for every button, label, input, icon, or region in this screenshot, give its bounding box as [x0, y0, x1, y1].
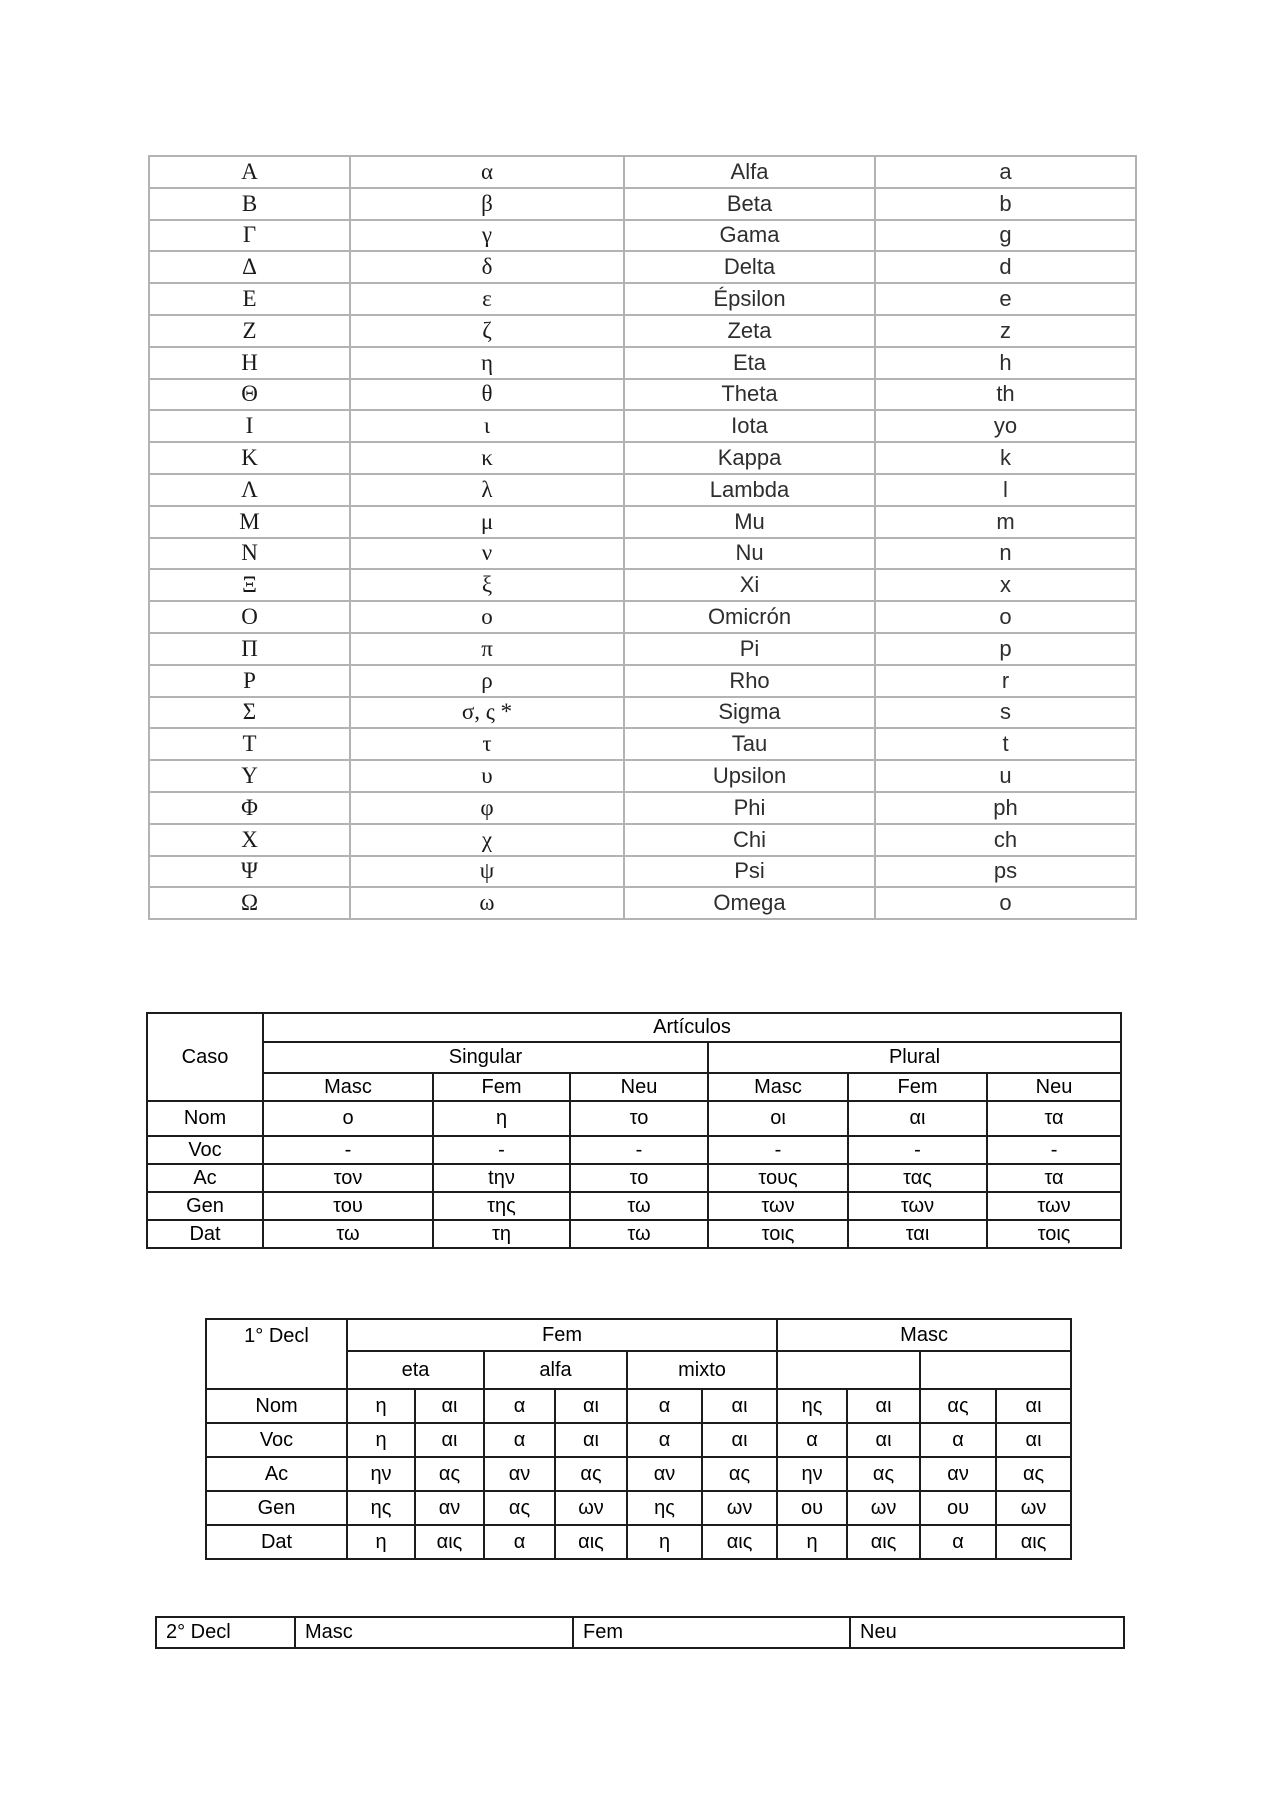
letter-translit: b [875, 188, 1136, 220]
table-row [149, 665, 1136, 697]
letter-translit: n [875, 538, 1136, 570]
letter-name: Épsilon [624, 283, 875, 315]
article-cell: τα [987, 1101, 1121, 1136]
lowercase-letter: κ [350, 442, 624, 474]
letter-translit: r [875, 665, 1136, 697]
table-row [149, 697, 1136, 729]
lowercase-letter: ι [350, 410, 624, 442]
uppercase-letter: Η [149, 347, 350, 379]
table-row [206, 1525, 1071, 1559]
case-label: Gen [147, 1192, 263, 1220]
letter-translit: l [875, 474, 1136, 506]
singular-header: Singular [263, 1042, 708, 1073]
table-row [149, 506, 1136, 538]
letter-translit: t [875, 728, 1136, 760]
table-row [149, 538, 1136, 570]
article-cell: tην [433, 1164, 570, 1192]
table-row [149, 347, 1136, 379]
article-cell: τοις [987, 1220, 1121, 1248]
declension-title: 1° Decl [206, 1319, 347, 1389]
ending-cell: ην [347, 1457, 415, 1491]
uppercase-letter: Ζ [149, 315, 350, 347]
lowercase-letter: μ [350, 506, 624, 538]
gender-header: Fem [848, 1073, 987, 1101]
lowercase-letter: α [350, 156, 624, 188]
ending-cell: ης [777, 1389, 847, 1423]
ending-cell: α [484, 1423, 555, 1457]
article-cell: - [848, 1136, 987, 1164]
ending-cell: η [627, 1525, 702, 1559]
letter-name: Iota [624, 410, 875, 442]
empty-header-cell [777, 1351, 920, 1389]
table-row [149, 569, 1136, 601]
first-declension-table [205, 1318, 1072, 1560]
masc-header: Masc [295, 1617, 573, 1648]
subtype-header: alfa [484, 1351, 627, 1389]
article-cell: τους [708, 1164, 848, 1192]
ending-cell: α [484, 1389, 555, 1423]
lowercase-letter: φ [350, 792, 624, 824]
ending-cell: αν [415, 1491, 484, 1525]
lowercase-letter: χ [350, 824, 624, 856]
table-row [149, 283, 1136, 315]
table-row [206, 1319, 1071, 1351]
letter-name: Upsilon [624, 760, 875, 792]
uppercase-letter: Β [149, 188, 350, 220]
ending-cell: ων [847, 1491, 920, 1525]
uppercase-letter: Ν [149, 538, 350, 570]
lowercase-letter: η [350, 347, 624, 379]
ending-cell: ων [702, 1491, 777, 1525]
letter-translit: s [875, 697, 1136, 729]
lowercase-letter: π [350, 633, 624, 665]
lowercase-letter: τ [350, 728, 624, 760]
ending-cell: αι [555, 1423, 627, 1457]
table-row [206, 1491, 1071, 1525]
ending-cell: ων [555, 1491, 627, 1525]
letter-translit: o [875, 887, 1136, 919]
letter-name: Tau [624, 728, 875, 760]
uppercase-letter: Δ [149, 251, 350, 283]
letter-name: Alfa [624, 156, 875, 188]
table-row [206, 1457, 1071, 1491]
table-row [149, 315, 1136, 347]
uppercase-letter: Φ [149, 792, 350, 824]
article-cell: η [433, 1101, 570, 1136]
table-row [147, 1073, 1121, 1101]
article-cell: τοις [708, 1220, 848, 1248]
letter-name: Omega [624, 887, 875, 919]
table-row [149, 220, 1136, 252]
table-row [149, 410, 1136, 442]
table-row [149, 474, 1136, 506]
case-label: Gen [206, 1491, 347, 1525]
neu-header: Neu [850, 1617, 1124, 1648]
letter-translit: ps [875, 856, 1136, 888]
article-cell: αι [848, 1101, 987, 1136]
uppercase-letter: Θ [149, 379, 350, 411]
uppercase-letter: Λ [149, 474, 350, 506]
letter-name: Omicrón [624, 601, 875, 633]
uppercase-letter: Ξ [149, 569, 350, 601]
letter-name: Eta [624, 347, 875, 379]
article-cell: - [987, 1136, 1121, 1164]
article-cell: τα [987, 1164, 1121, 1192]
letter-translit: th [875, 379, 1136, 411]
letter-name: Chi [624, 824, 875, 856]
letter-name: Kappa [624, 442, 875, 474]
ending-cell: αις [415, 1525, 484, 1559]
uppercase-letter: Ρ [149, 665, 350, 697]
ending-cell: αις [555, 1525, 627, 1559]
article-cell: των [708, 1192, 848, 1220]
uppercase-letter: Τ [149, 728, 350, 760]
table-row [149, 442, 1136, 474]
declension-title: 2° Decl [156, 1617, 295, 1648]
ending-cell: ας [415, 1457, 484, 1491]
table-row [149, 792, 1136, 824]
lowercase-letter: ο [350, 601, 624, 633]
ending-cell: ας [555, 1457, 627, 1491]
table-row [147, 1164, 1121, 1192]
case-label: Ac [147, 1164, 263, 1192]
lowercase-letter: ψ [350, 856, 624, 888]
letter-name: Zeta [624, 315, 875, 347]
letter-name: Sigma [624, 697, 875, 729]
case-label: Nom [206, 1389, 347, 1423]
table-row [147, 1220, 1121, 1248]
article-cell: του [263, 1192, 433, 1220]
ending-cell: αι [996, 1389, 1071, 1423]
subtype-header: mixto [627, 1351, 777, 1389]
letter-name: Beta [624, 188, 875, 220]
uppercase-letter: Σ [149, 697, 350, 729]
article-cell: της [433, 1192, 570, 1220]
gender-header: Masc [263, 1073, 433, 1101]
lowercase-letter: γ [350, 220, 624, 252]
ending-cell: η [347, 1525, 415, 1559]
case-label: Voc [206, 1423, 347, 1457]
ending-cell: ας [484, 1491, 555, 1525]
ending-cell: αις [996, 1525, 1071, 1559]
ending-cell: ας [702, 1457, 777, 1491]
letter-name: Delta [624, 251, 875, 283]
table-row [147, 1013, 1121, 1042]
uppercase-letter: Χ [149, 824, 350, 856]
fem-header: Fem [573, 1617, 850, 1648]
case-label: Ac [206, 1457, 347, 1491]
table-row [149, 760, 1136, 792]
ending-cell: ας [996, 1457, 1071, 1491]
lowercase-letter: υ [350, 760, 624, 792]
ending-cell: α [627, 1389, 702, 1423]
second-declension-table [155, 1616, 1125, 1649]
fem-header: Fem [347, 1319, 777, 1351]
article-cell: - [570, 1136, 708, 1164]
uppercase-letter: Υ [149, 760, 350, 792]
lowercase-letter: δ [350, 251, 624, 283]
gender-header: Neu [987, 1073, 1121, 1101]
letter-name: Gama [624, 220, 875, 252]
letter-name: Pi [624, 633, 875, 665]
lowercase-letter: θ [350, 379, 624, 411]
ending-cell: ης [627, 1491, 702, 1525]
ending-cell: ην [777, 1457, 847, 1491]
case-label: Dat [147, 1220, 263, 1248]
article-cell: των [987, 1192, 1121, 1220]
letter-name: Nu [624, 538, 875, 570]
uppercase-letter: Ο [149, 601, 350, 633]
table-row [149, 728, 1136, 760]
lowercase-letter: σ, ς * [350, 697, 624, 729]
letter-name: Mu [624, 506, 875, 538]
uppercase-letter: Γ [149, 220, 350, 252]
lowercase-letter: ρ [350, 665, 624, 697]
uppercase-letter: Κ [149, 442, 350, 474]
letter-translit: ph [875, 792, 1136, 824]
ending-cell: ης [347, 1491, 415, 1525]
case-label: Dat [206, 1525, 347, 1559]
ending-cell: αι [702, 1423, 777, 1457]
table-row [149, 156, 1136, 188]
letter-translit: d [875, 251, 1136, 283]
table-row [149, 856, 1136, 888]
uppercase-letter: Α [149, 156, 350, 188]
articulos-table [146, 1012, 1122, 1249]
letter-translit: ch [875, 824, 1136, 856]
article-cell: των [848, 1192, 987, 1220]
masc-header: Masc [777, 1319, 1071, 1351]
lowercase-letter: ν [350, 538, 624, 570]
ending-cell: αις [702, 1525, 777, 1559]
table-row [206, 1423, 1071, 1457]
table-row [147, 1042, 1121, 1073]
article-cell: τον [263, 1164, 433, 1192]
lowercase-letter: β [350, 188, 624, 220]
table-row [156, 1617, 1124, 1648]
table-row [149, 887, 1136, 919]
table-row [149, 601, 1136, 633]
lowercase-letter: ω [350, 887, 624, 919]
article-cell: ο [263, 1101, 433, 1136]
article-cell: το [570, 1164, 708, 1192]
letter-translit: z [875, 315, 1136, 347]
article-cell: - [708, 1136, 848, 1164]
lowercase-letter: ε [350, 283, 624, 315]
letter-translit: g [875, 220, 1136, 252]
ending-cell: αι [702, 1389, 777, 1423]
case-label: Nom [147, 1101, 263, 1136]
ending-cell: ου [920, 1491, 996, 1525]
empty-header-cell [920, 1351, 1071, 1389]
letter-translit: m [875, 506, 1136, 538]
table-row [147, 1136, 1121, 1164]
letter-translit: e [875, 283, 1136, 315]
ending-cell: α [920, 1423, 996, 1457]
article-cell: ται [848, 1220, 987, 1248]
ending-cell: η [347, 1423, 415, 1457]
article-cell: τη [433, 1220, 570, 1248]
letter-translit: h [875, 347, 1136, 379]
lowercase-letter: ξ [350, 569, 624, 601]
ending-cell: ων [996, 1491, 1071, 1525]
letter-translit: x [875, 569, 1136, 601]
table-row [147, 1101, 1121, 1136]
article-cell: οι [708, 1101, 848, 1136]
letter-translit: u [875, 760, 1136, 792]
letter-translit: o [875, 601, 1136, 633]
subtype-header: eta [347, 1351, 484, 1389]
ending-cell: αι [847, 1423, 920, 1457]
ending-cell: αν [627, 1457, 702, 1491]
article-cell: τω [570, 1192, 708, 1220]
table-row [149, 379, 1136, 411]
ending-cell: α [777, 1423, 847, 1457]
ending-cell: η [777, 1525, 847, 1559]
letter-name: Psi [624, 856, 875, 888]
case-label: Voc [147, 1136, 263, 1164]
ending-cell: ου [777, 1491, 847, 1525]
table-row [149, 824, 1136, 856]
letter-translit: k [875, 442, 1136, 474]
ending-cell: αι [415, 1423, 484, 1457]
lowercase-letter: ζ [350, 315, 624, 347]
ending-cell: αι [415, 1389, 484, 1423]
table-row [149, 633, 1136, 665]
uppercase-letter: Μ [149, 506, 350, 538]
letter-translit: p [875, 633, 1136, 665]
uppercase-letter: Ε [149, 283, 350, 315]
letter-translit: yo [875, 410, 1136, 442]
articulos-title: Artículos [263, 1013, 1121, 1042]
ending-cell: αν [920, 1457, 996, 1491]
gender-header: Neu [570, 1073, 708, 1101]
gender-header: Masc [708, 1073, 848, 1101]
ending-cell: αι [847, 1389, 920, 1423]
article-cell: - [263, 1136, 433, 1164]
article-cell: τας [848, 1164, 987, 1192]
uppercase-letter: Ι [149, 410, 350, 442]
ending-cell: αι [996, 1423, 1071, 1457]
article-cell: το [570, 1101, 708, 1136]
letter-name: Theta [624, 379, 875, 411]
letter-name: Lambda [624, 474, 875, 506]
letter-name: Rho [624, 665, 875, 697]
table-row [147, 1192, 1121, 1220]
letter-name: Phi [624, 792, 875, 824]
plural-header: Plural [708, 1042, 1121, 1073]
ending-cell: αν [484, 1457, 555, 1491]
ending-cell: α [920, 1525, 996, 1559]
ending-cell: αις [847, 1525, 920, 1559]
gender-header: Fem [433, 1073, 570, 1101]
uppercase-letter: Ω [149, 887, 350, 919]
letter-name: Xi [624, 569, 875, 601]
table-row [149, 251, 1136, 283]
table-row [206, 1389, 1071, 1423]
lowercase-letter: λ [350, 474, 624, 506]
ending-cell: ας [847, 1457, 920, 1491]
article-cell: τω [570, 1220, 708, 1248]
ending-cell: α [484, 1525, 555, 1559]
caso-header: Caso [147, 1013, 263, 1101]
greek-alphabet-table [148, 155, 1137, 920]
ending-cell: η [347, 1389, 415, 1423]
uppercase-letter: Ψ [149, 856, 350, 888]
article-cell: τω [263, 1220, 433, 1248]
table-row [149, 188, 1136, 220]
letter-translit: a [875, 156, 1136, 188]
uppercase-letter: Π [149, 633, 350, 665]
ending-cell: α [627, 1423, 702, 1457]
article-cell: - [433, 1136, 570, 1164]
ending-cell: ας [920, 1389, 996, 1423]
ending-cell: αι [555, 1389, 627, 1423]
